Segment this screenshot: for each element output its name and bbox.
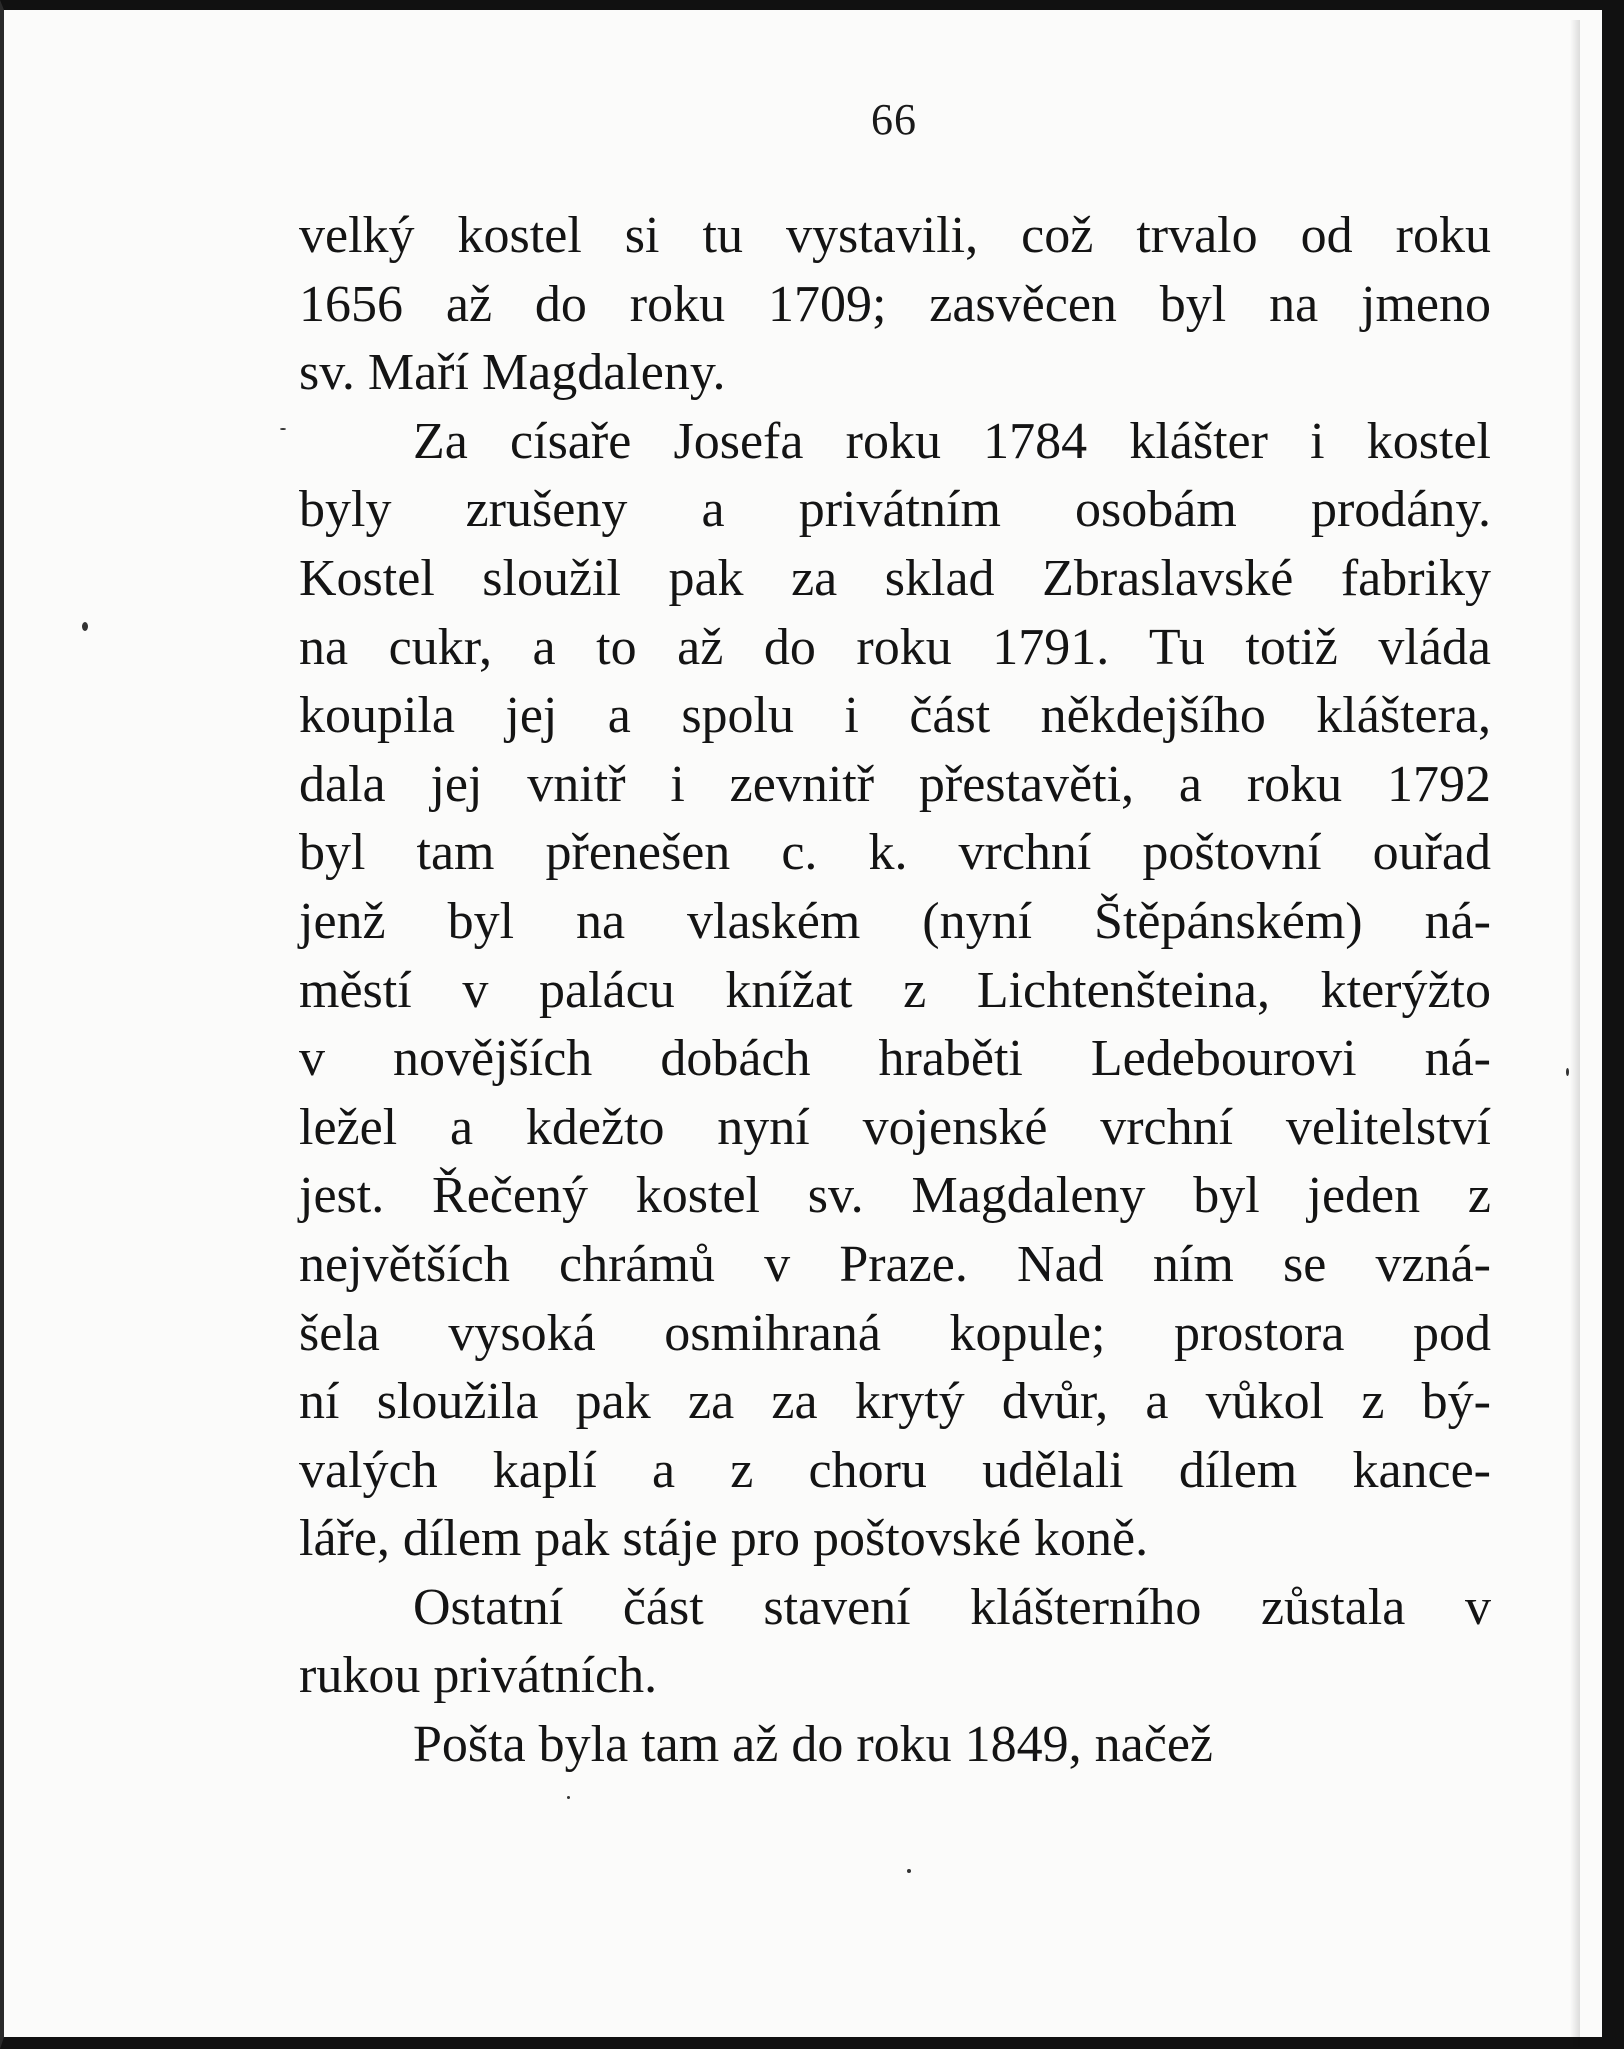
text-line: sv. Maří Magdaleny. xyxy=(299,344,726,402)
text-line: rukou privátních. xyxy=(299,1647,658,1705)
text-line: velký kostel si tu vystavili, což trvalo od roku xyxy=(299,207,1491,264)
scan-speck xyxy=(907,1869,911,1873)
scan-speck xyxy=(82,622,88,631)
text-line: největších chrámů v Praze. Nad ním se vzná- xyxy=(299,1235,1491,1293)
text-line: městí v palácu knížat z Lichtenšteina, kterýžto xyxy=(299,961,1491,1019)
text-line: valých kaplí a z choru udělali dílem kance- xyxy=(299,1441,1491,1499)
text-line: byly zrušeny a privátním osobám prodány. xyxy=(299,481,1491,539)
text-line: jest. Řečený kostel sv. Magdaleny byl jeden z xyxy=(299,1167,1491,1225)
text-line: ní sloužila pak za za krytý dvůr, a vůkol z bý- xyxy=(299,1373,1491,1431)
body-text xyxy=(299,202,1491,1780)
text-line: v novějších dobách hraběti Ledebourovi ná- xyxy=(299,1030,1491,1088)
text-line: ležel a kdežto nyní vojenské vrchní velitelství xyxy=(299,1098,1491,1156)
page-number: 66 xyxy=(871,95,917,144)
text-line: jenž byl na vlaském (nyní Štěpánském) ná- xyxy=(299,892,1491,950)
scan-speck xyxy=(1566,1068,1569,1076)
text-line: Kostel sloužil pak za sklad Zbraslavské fabriky xyxy=(299,549,1491,607)
text-line: koupila jej a spolu i část někdejšího kláštera, xyxy=(299,687,1491,745)
text-line: dala jej vnitř i zevnitř přestavěti, a roku 1792 xyxy=(299,755,1491,813)
page-edge-shadow xyxy=(1570,20,1580,2047)
text-line: 1656 až do roku 1709; zasvěcen byl na jmeno xyxy=(299,275,1491,333)
text-line: Pošta byla tam až do roku 1849, načež xyxy=(413,1716,1213,1774)
text-line: šela vysoká osmihraná kopule; prostora pod xyxy=(299,1304,1491,1362)
text-line: byl tam přenešen c. k. vrchní poštovní ouřad xyxy=(299,824,1491,882)
scan-speck xyxy=(280,428,286,430)
text-line: láře, dílem pak stáje pro poštovské koně. xyxy=(299,1510,1149,1568)
scan-speck xyxy=(567,1796,570,1799)
text-line: na cukr, a to až do roku 1791. Tu totiž vláda xyxy=(299,618,1491,676)
text-line: Ostatní část stavení klášterního zůstala v xyxy=(413,1578,1491,1636)
text-line: Za císaře Josefa roku 1784 klášter i kostel xyxy=(413,412,1491,470)
